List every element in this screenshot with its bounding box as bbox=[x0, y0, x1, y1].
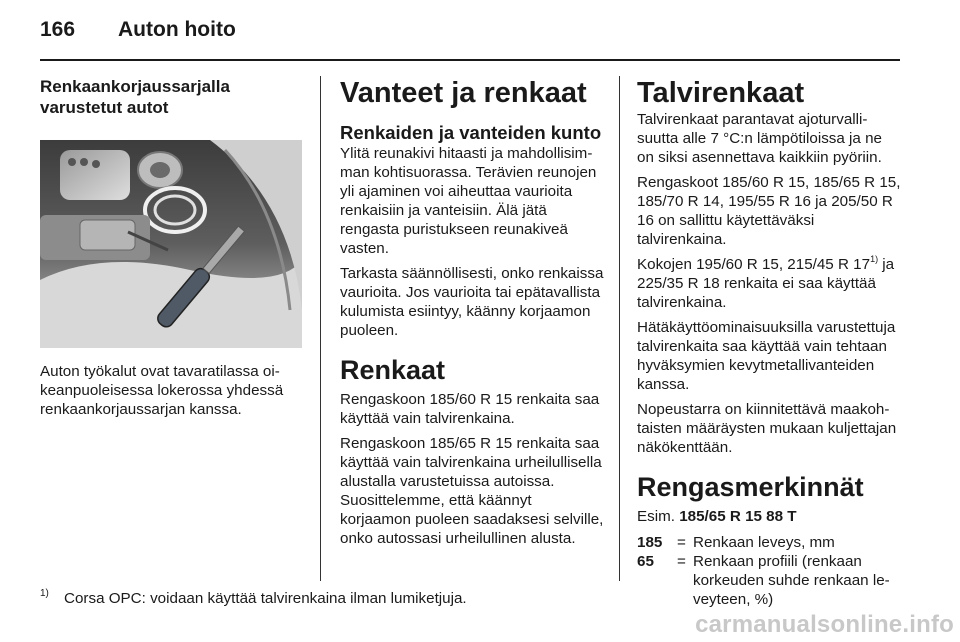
winter-safety-paragraph: Talvirenkaat parantavat ajoturvallisuutta alle 7 °C:n lämpötiloissa ja ne on siksi asennettava kaikkiin pyöriin. bbox=[637, 111, 882, 166]
watermark-text: carmanualsonline.info bbox=[695, 611, 954, 638]
right-column bbox=[637, 76, 902, 609]
section-heading-tyres: Renkaat bbox=[340, 355, 446, 385]
footnote-reference: 1) bbox=[870, 254, 879, 264]
section-title-rims-tyres: Vanteet ja renkaat bbox=[340, 77, 587, 109]
footnote-mark: 1) bbox=[40, 588, 49, 599]
definition-key: 65 bbox=[637, 553, 654, 570]
subsection-heading-condition: Renkaiden ja vanteiden kunto bbox=[340, 122, 602, 143]
footnote-text: Corsa OPC: voidaan käyttää talvirenkaina ilman lumiketjuja. bbox=[64, 590, 467, 607]
curb-paragraph: Ylitä reunakivi hitaasti ja mahdollisimman kohtisuorassa. Terävien reunojen yli ajaminen voi aiheuttaa vaurioita renkaisiin ja vanteisiin. Älä jätä rengasta puristukseen reunakiveä vasten. bbox=[340, 145, 597, 257]
left-column bbox=[40, 76, 302, 419]
speed-sticker-paragraph: Nopeustarra on kiinnitettävä maakohtaisten määräysten mukaan kuljettajan näkökenttään. bbox=[637, 401, 897, 456]
inspect-paragraph: Tarkasta säännöllisesti, onko renkaissa vaurioita. Jos vaurioita tai epätavallista kulumista esiintyy, käänny korjaamon puoleen. bbox=[340, 265, 604, 339]
definition-row-width bbox=[637, 533, 902, 552]
example-value: 185/65 R 15 88 T bbox=[679, 508, 797, 525]
example-line bbox=[637, 507, 902, 526]
forbidden-sizes-text-b: ja 225/35 R 18 renkaita ei saa käyttää talvirenkaina. bbox=[637, 256, 895, 311]
runflat-paragraph: Hätäkäyttöominaisuuksilla varustettuja talvirenkaita saa käyttää vain tehtaan hyväksymien kevytmetallivanteiden kanssa. bbox=[637, 319, 896, 393]
header-rule bbox=[40, 59, 900, 61]
trunk-tools-photo bbox=[40, 140, 302, 348]
definition-equals: = bbox=[677, 534, 686, 551]
definition-row-profile bbox=[637, 552, 902, 609]
column-divider-right bbox=[619, 76, 620, 581]
page-number: 166 bbox=[40, 18, 76, 41]
tyre-size-185-65-paragraph: Rengaskoon 185/65 R 15 renkaita saa käyttää vain talvirenkaina urheilullisella alustalla varustetuissa autoissa. Suosittelemme, että käännyt korjaamon puoleen saadaksesi selville, onko autossasi urheilullinen alusta. bbox=[340, 435, 604, 547]
section-heading-repair-kit: Renkaankorjaussarjalla varustetut autot bbox=[40, 77, 230, 117]
definition-value: Renkaan profiili (renkaan korkeuden suhde renkaan leveyteen, %) bbox=[693, 553, 890, 608]
example-label: Esim. bbox=[637, 508, 680, 525]
column-divider-left bbox=[320, 76, 321, 581]
page-title: Auton hoito bbox=[118, 18, 236, 41]
tyre-size-185-60-paragraph: Rengaskoon 185/60 R 15 renkaita saa käyttää vain talvirenkaina. bbox=[340, 391, 600, 427]
definition-value: Renkaan leveys, mm bbox=[693, 534, 835, 551]
section-title-winter-tyres: Talvirenkaat bbox=[637, 77, 805, 109]
middle-column bbox=[340, 76, 605, 548]
tools-caption: Auton työkalut ovat tavaratilassa oikeanpuoleisessa lokerossa yhdessä renkaankorjaussarjan kanssa. bbox=[40, 363, 284, 418]
definition-list bbox=[637, 533, 902, 609]
allowed-sizes-paragraph: Rengaskoot 185/60 R 15, 185/65 R 15, 185/70 R 14, 195/55 R 16 ja 205/50 R 16 on sallittu käytettäväksi talvirenkaina. bbox=[637, 174, 901, 248]
forbidden-sizes-paragraph bbox=[637, 255, 902, 312]
definition-equals: = bbox=[677, 553, 686, 570]
section-heading-tyre-markings: Rengasmerkinnät bbox=[637, 472, 864, 502]
definition-key: 185 bbox=[637, 534, 663, 551]
forbidden-sizes-text-a: Kokojen 195/60 R 15, 215/45 R 17 bbox=[637, 256, 871, 273]
